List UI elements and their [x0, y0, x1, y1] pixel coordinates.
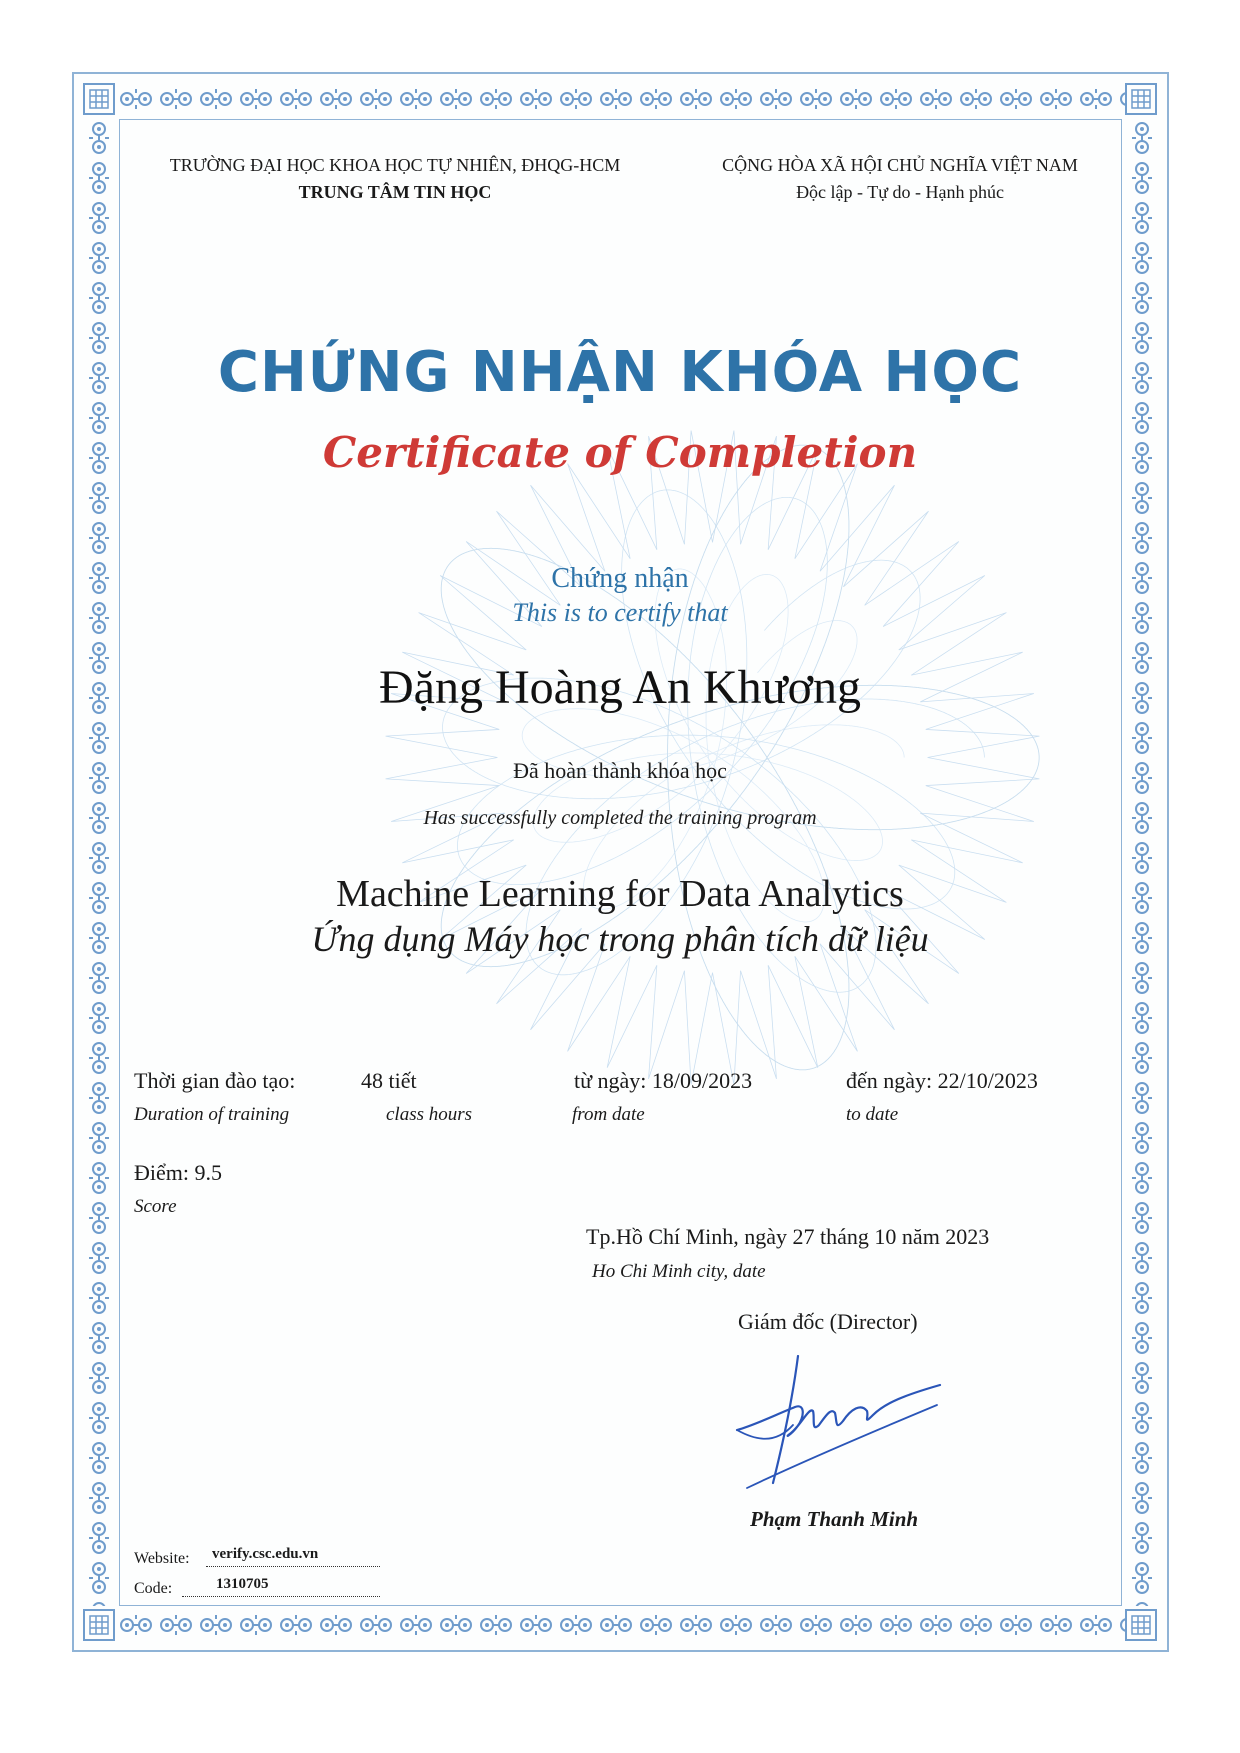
completed-label-en: Has successfully completed the training program	[423, 807, 817, 829]
duration-label-en: Duration of training	[134, 1104, 290, 1125]
guilloche-spike	[386, 729, 500, 757]
guilloche-spike	[607, 956, 657, 1067]
director-signature	[735, 1355, 945, 1495]
to-date-vn: đến ngày: 22/10/2023	[846, 1068, 1038, 1093]
ornamental-border-right	[1123, 118, 1161, 1606]
guilloche-spike	[741, 965, 777, 1079]
corner-ornament-icon	[1124, 1608, 1158, 1642]
national-motto: Độc lập - Tự do - Hạnh phúc	[796, 182, 1004, 202]
duration-label-vn: Thời gian đào tạo:	[134, 1068, 296, 1093]
institution-header	[140, 152, 650, 206]
website-dotted-line	[206, 1566, 380, 1567]
from-date-vn: từ ngày: 18/09/2023	[574, 1068, 753, 1093]
center-name: TRUNG TÂM TIN HỌC	[298, 182, 492, 202]
corner-ornament-icon	[82, 82, 116, 116]
course-name-en: Machine Learning for Data Analytics	[336, 873, 904, 915]
place-date-vn: Tp.Hồ Chí Minh, ngày 27 tháng 10 năm 2023	[586, 1224, 990, 1249]
guilloche-spike	[795, 464, 858, 572]
recipient-name: Đặng Hoàng An Khương	[378, 661, 861, 714]
code-label: Code:	[134, 1580, 173, 1597]
certify-label-vn: Chứng nhận	[551, 563, 689, 594]
national-header	[680, 152, 1120, 206]
certify-label-en: This is to certify that	[512, 598, 728, 627]
certificate-title-vn: CHỨNG NHẬN KHÓA HỌC	[217, 340, 1023, 405]
ornamental-border-top	[116, 80, 1125, 118]
website-value: verify.csc.edu.vn	[212, 1546, 319, 1562]
code-value: 1310705	[216, 1576, 269, 1592]
ornamental-border-left	[80, 118, 118, 1606]
to-date-en: to date	[846, 1104, 899, 1125]
university-name: TRƯỜNG ĐẠI HỌC KHOA HỌC TỰ NHIÊN, ĐHQG-HCM	[169, 155, 621, 175]
from-date-en: from date	[572, 1104, 645, 1125]
score-vn: Điểm: 9.5	[134, 1160, 222, 1185]
website-label: Website:	[134, 1550, 190, 1567]
guilloche-spike	[926, 729, 1040, 757]
corner-ornament-icon	[82, 1608, 116, 1642]
certificate-title-en: Certificate of Completion	[322, 428, 918, 477]
training-hours-vn: 48 tiết	[361, 1068, 417, 1093]
completed-label-vn: Đã hoàn thành khóa học	[513, 758, 727, 783]
course-name-vn: Ứng dụng Máy học trong phân tích dữ liệu	[311, 919, 929, 959]
guilloche-spike	[649, 965, 685, 1079]
country-name: CỘNG HÒA XÃ HỘI CHỦ NGHĨA VIỆT NAM	[722, 155, 1078, 175]
place-date-en: Ho Chi Minh city, date	[592, 1261, 766, 1282]
training-hours-en: class hours	[386, 1104, 473, 1125]
ornamental-border-bottom	[116, 1606, 1125, 1644]
director-title: Giám đốc (Director)	[738, 1309, 918, 1334]
code-dotted-line	[182, 1596, 380, 1597]
director-name: Phạm Thanh Minh	[750, 1507, 919, 1531]
guilloche-spike	[568, 464, 631, 572]
score-en: Score	[134, 1196, 177, 1217]
corner-ornament-icon	[1124, 82, 1158, 116]
